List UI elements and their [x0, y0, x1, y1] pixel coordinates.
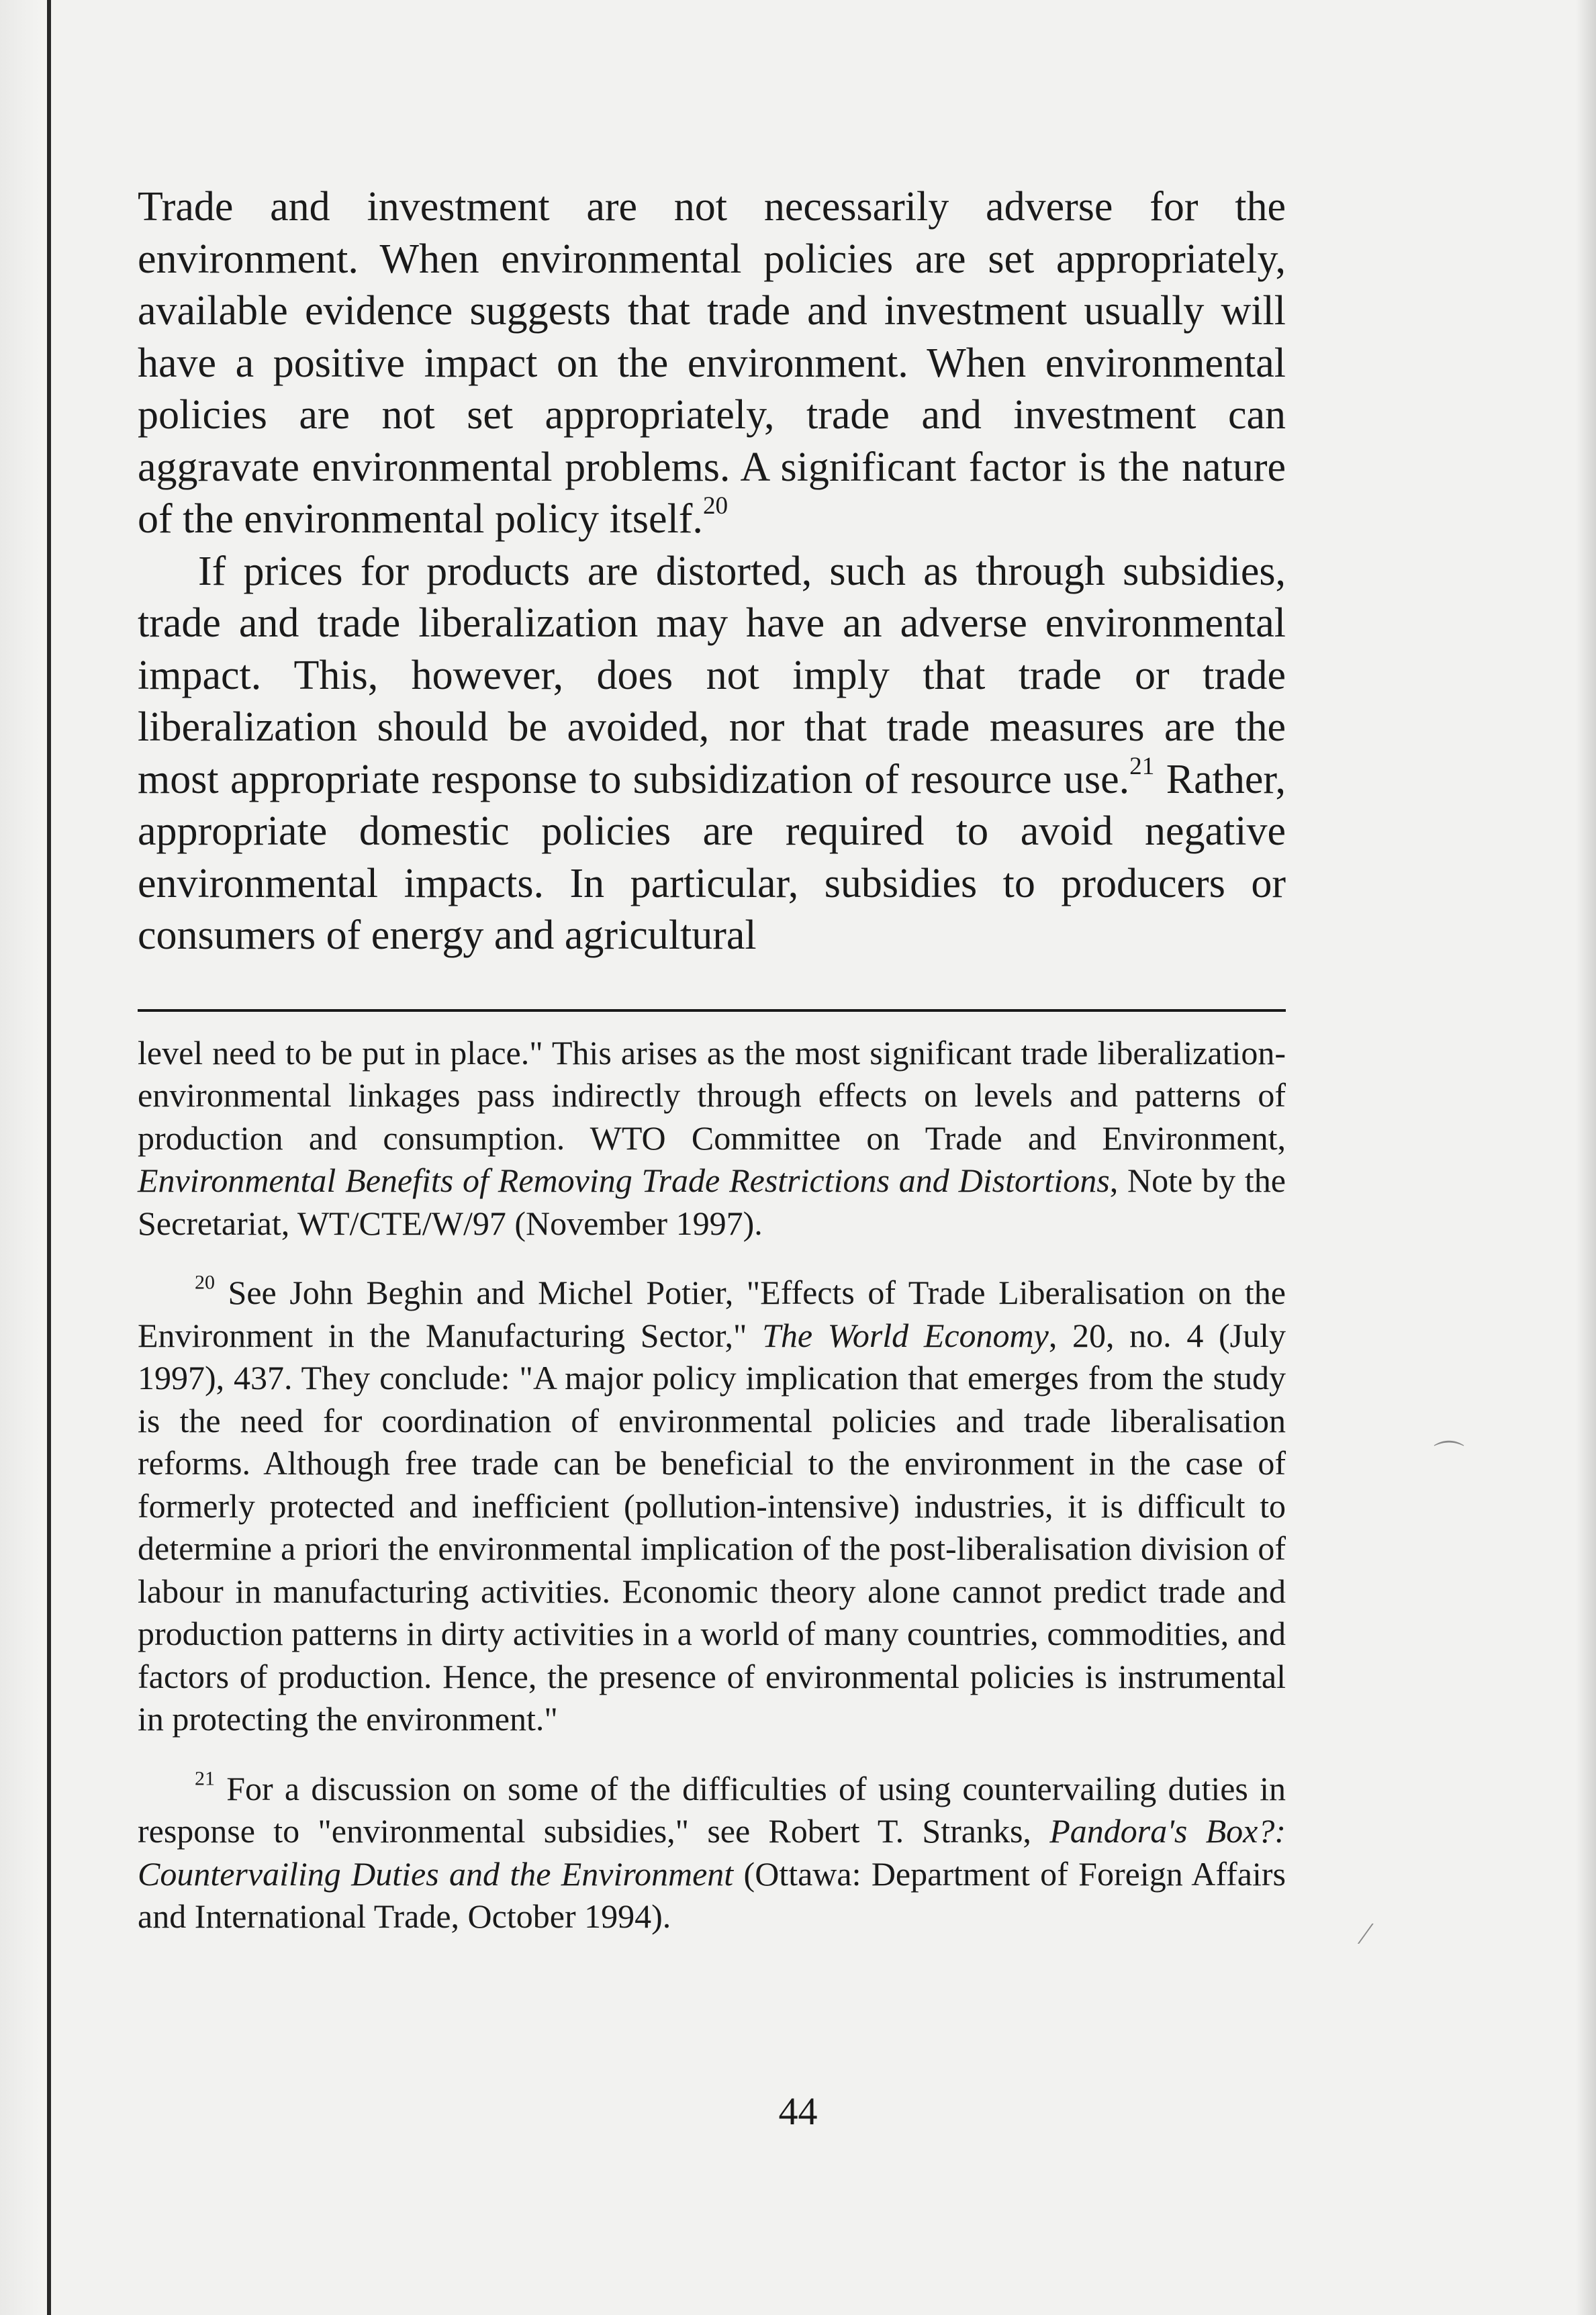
footnote-ref-20: 20	[702, 492, 729, 520]
page-gutter-shadow	[0, 0, 47, 2315]
document-title: Environmental Benefits of Removing Trade Restrictions and Distortions	[138, 1162, 1110, 1199]
book-title: Pandora's Box?: Countervailing Duties and the Environment	[138, 1812, 1286, 1893]
footnote-21	[138, 1768, 1286, 1938]
footnote-text: For a discussion on some of the difficulties of using countervailing duties in response to "environmental subsidies," see Robert T. Stranks,	[138, 1769, 1286, 1850]
page-right-shade	[1576, 0, 1596, 2315]
footnote-text: , 20, no. 4 (July 1997), 437. They conclude: "A major policy implication that emerges from the study is the need for coordination of environmental policies and trade liberalisation reforms. Although free trade can be beneficial to the environment in the case of formerly protected and inefficient (pollution-intensive) industries, it is difficult to determine a priori the environmental implication of the post-liberalisation division of labour in manufacturing activities. Economic theory alone cannot predict trade and production patterns in dirty activities in a world of many countries, commodities, and factors of production. Hence, the presence of environmental policies is instrumental in protecting the environment."	[138, 1316, 1286, 1738]
footnote-20	[138, 1272, 1286, 1741]
body-text: If prices for products are distorted, such as through subsidies, trade and trade liberalization may have an adverse environmental impact. This, however, does not imply that trade or trade liberalization should be avoided, nor that trade measures are the most appropriate response to subsidization of resource use.	[138, 548, 1286, 802]
footnote-text: level need to be put in place." This arises as the most significant trade liberalization-environmental linkages pass indirectly through effects on levels and patterns of production and consumption. WTO Committee on Trade and Environment,	[138, 1033, 1286, 1157]
page-binding-edge	[47, 0, 51, 2315]
footnote-text: , Note by the Secretariat, WT/CTE/W/97 (November 1997).	[138, 1162, 1286, 1242]
body-text: Rather, appropriate domestic policies are required to avoid negative environmental impacts. In particular, subsidies to producers or consumers of energy and agricultural	[138, 756, 1286, 958]
journal-title: The World Economy	[762, 1316, 1049, 1354]
footnote-text: (Ottawa: Department of Foreign Affairs and International Trade, October 1994).	[138, 1854, 1286, 1935]
page-number: 44	[778, 2089, 818, 2133]
footnote-number: 21	[195, 1767, 215, 1789]
body-text: Trade and investment are not necessarily adverse for the environment. When environmental policies are set appropriately, available evidence suggests that trade and investment usually will have a positive impact on the environment. When environmental policies are not set appropriately, trade and investment can aggravate environmental problems. A significant factor is the nature of the environmental policy itself.	[138, 184, 1286, 542]
page-content	[138, 181, 1286, 1938]
footnote-number: 20	[195, 1271, 215, 1294]
footnote-continuation	[138, 1032, 1286, 1245]
stray-ink-mark: ⌒	[1434, 1439, 1464, 1474]
footnote-separator	[138, 1009, 1286, 1012]
footnote-text: See John Beghin and Michel Potier, "Effects of Trade Liberalisation on the Environment in the Manufacturing Sector,"	[138, 1274, 1286, 1354]
footnote-ref-21: 21	[1129, 752, 1155, 780]
body-paragraph-2	[138, 546, 1286, 962]
stray-ink-mark: ⁄	[1363, 1916, 1368, 1950]
body-paragraph-1	[138, 181, 1286, 546]
